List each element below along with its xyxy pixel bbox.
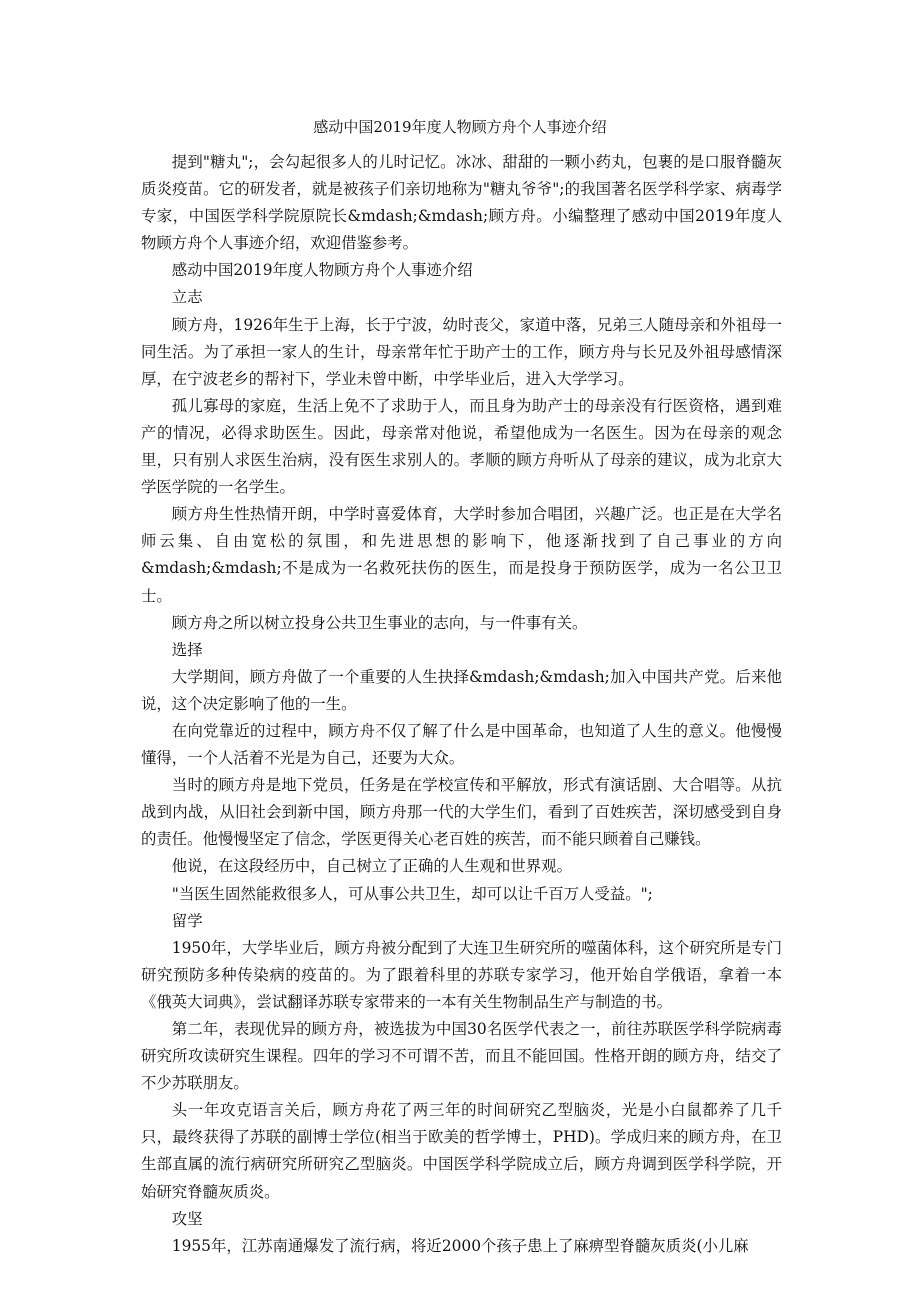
paragraph: 第二年，表现优异的顾方舟，被选拔为中国30名医学代表之一，前往苏联医学科学院病毒研究所攻读研究生课程。四年的学习不可谓不苦，而且不能回国。性格开朗的顾方舟，结交了不少苏联朋友。 <box>141 1020 782 1093</box>
paragraph: 大学期间，顾方舟做了一个重要的人生抉择&mdash;&mdash;加入中国共产党。后来他说，这个决定影响了他的一生。 <box>141 667 782 713</box>
document-body <box>141 149 782 1260</box>
paragraph: 顾方舟，1926年生于上海，长于宁波，幼时丧父，家道中落，兄弟三人随母亲和外祖母一同生活。为了承担一家人的生计，母亲常年忙于助产士的工作，顾方舟与长兄及外祖母感情深厚，在宁波老乡的帮衬下，学业未曾中断，中学毕业后，进入大学学习。 <box>141 315 782 388</box>
document-title: 感动中国2019年度人物顾方舟个人事迹介绍 <box>313 118 607 136</box>
section-heading-gongjian: 攻坚 <box>171 1209 203 1228</box>
paragraph: 他说，在这段经历中，自己树立了正确的人生观和世界观。 <box>171 857 572 876</box>
paragraph: 当时的顾方舟是地下党员，任务是在学校宣传和平解放，形式有演话剧、大合唱等。从抗战到内战，从旧社会到新中国，顾方舟那一代的大学生们，看到了百姓疾苦，深切感受到自身的责任。他慢慢坚定了信念，学医更得关心老百姓的疾苦，而不能只顾着自己赚钱。 <box>141 776 782 849</box>
paragraph-intro: 提到"糖丸";，会勾起很多人的儿时记忆。冰冰、甜甜的一颗小药丸，包裹的是口服脊髓灰质炎疫苗。它的研发者，就是被孩子们亲切地称为"糖丸爷爷";的我国著名医学科学家、病毒学专家，中国医学科学院原院长&mdash;&mdash;顾方舟。小编整理了感动中国2019年度人物顾方舟个人事迹介绍，欢迎借鉴参考。 <box>141 153 782 253</box>
section-heading-xuanze: 选择 <box>171 640 203 659</box>
paragraph: 在向党靠近的过程中，顾方舟不仅了解了什么是中国革命，也知道了人生的意义。他慢慢懂得，一个人活着不光是为自己，还要为大众。 <box>141 721 782 768</box>
section-heading-lizhi: 立志 <box>171 288 203 307</box>
paragraph: 1950年，大学毕业后，顾方舟被分配到了大连卫生研究所的噬菌体科，这个研究所是专门研究预防多种传染病的疫苗的。为了跟着科里的苏联专家学习，他开始自学俄语，拿着一本《俄英大词典》，尝试翻译苏联专家带来的一本有关生物制品生产与制造的书。 <box>141 938 782 1011</box>
paragraph: 孤儿寡母的家庭，生活上免不了求助于人，而且身为助产士的母亲没有行医资格，遇到难产的情况，必得求助医生。因此，母亲常对他说，希望他成为一名医生。因为在母亲的观念里，只有别人求医生治病，没有医生求别人的。孝顺的顾方舟听从了母亲的建议，成为北京大学医学院的一名学生。 <box>141 396 782 497</box>
paragraph-quote: "当医生固然能救很多人，可从事公共卫生，却可以让千百万人受益。"; <box>171 884 653 903</box>
paragraph: 顾方舟之所以树立投身公共卫生事业的志向，与一件事有关。 <box>171 613 588 632</box>
paragraph-subtitle: 感动中国2019年度人物顾方舟个人事迹介绍 <box>171 261 473 280</box>
paragraph: 1955年，江苏南通爆发了流行病，将近2000个孩子患上了麻痹型脊髓灰质炎(小儿麻 <box>171 1236 749 1255</box>
paragraph: 头一年攻克语言关后，顾方舟花了两三年的时间研究乙型脑炎，光是小白鼠都养了几千只，最终获得了苏联的副博士学位(相当于欧美的哲学博士，PHD)。学成归来的顾方舟，在卫生部直属的流行病研究所研究乙型脑炎。中国医学科学院成立后，顾方舟调到医学科学院，开始研究脊髓灰质炎。 <box>141 1101 782 1201</box>
paragraph: 顾方舟生性热情开朗，中学时喜爱体育，大学时参加合唱团，兴趣广泛。也正是在大学名师云集、自由宽松的氛围，和先进思想的影响下，他逐渐找到了自己事业的方向&mdash;&mdash;不是成为一名救死扶伤的医生，而是投身于预防医学，成为一名公卫卫士。 <box>141 505 782 605</box>
section-heading-liuxue: 留学 <box>171 911 203 930</box>
